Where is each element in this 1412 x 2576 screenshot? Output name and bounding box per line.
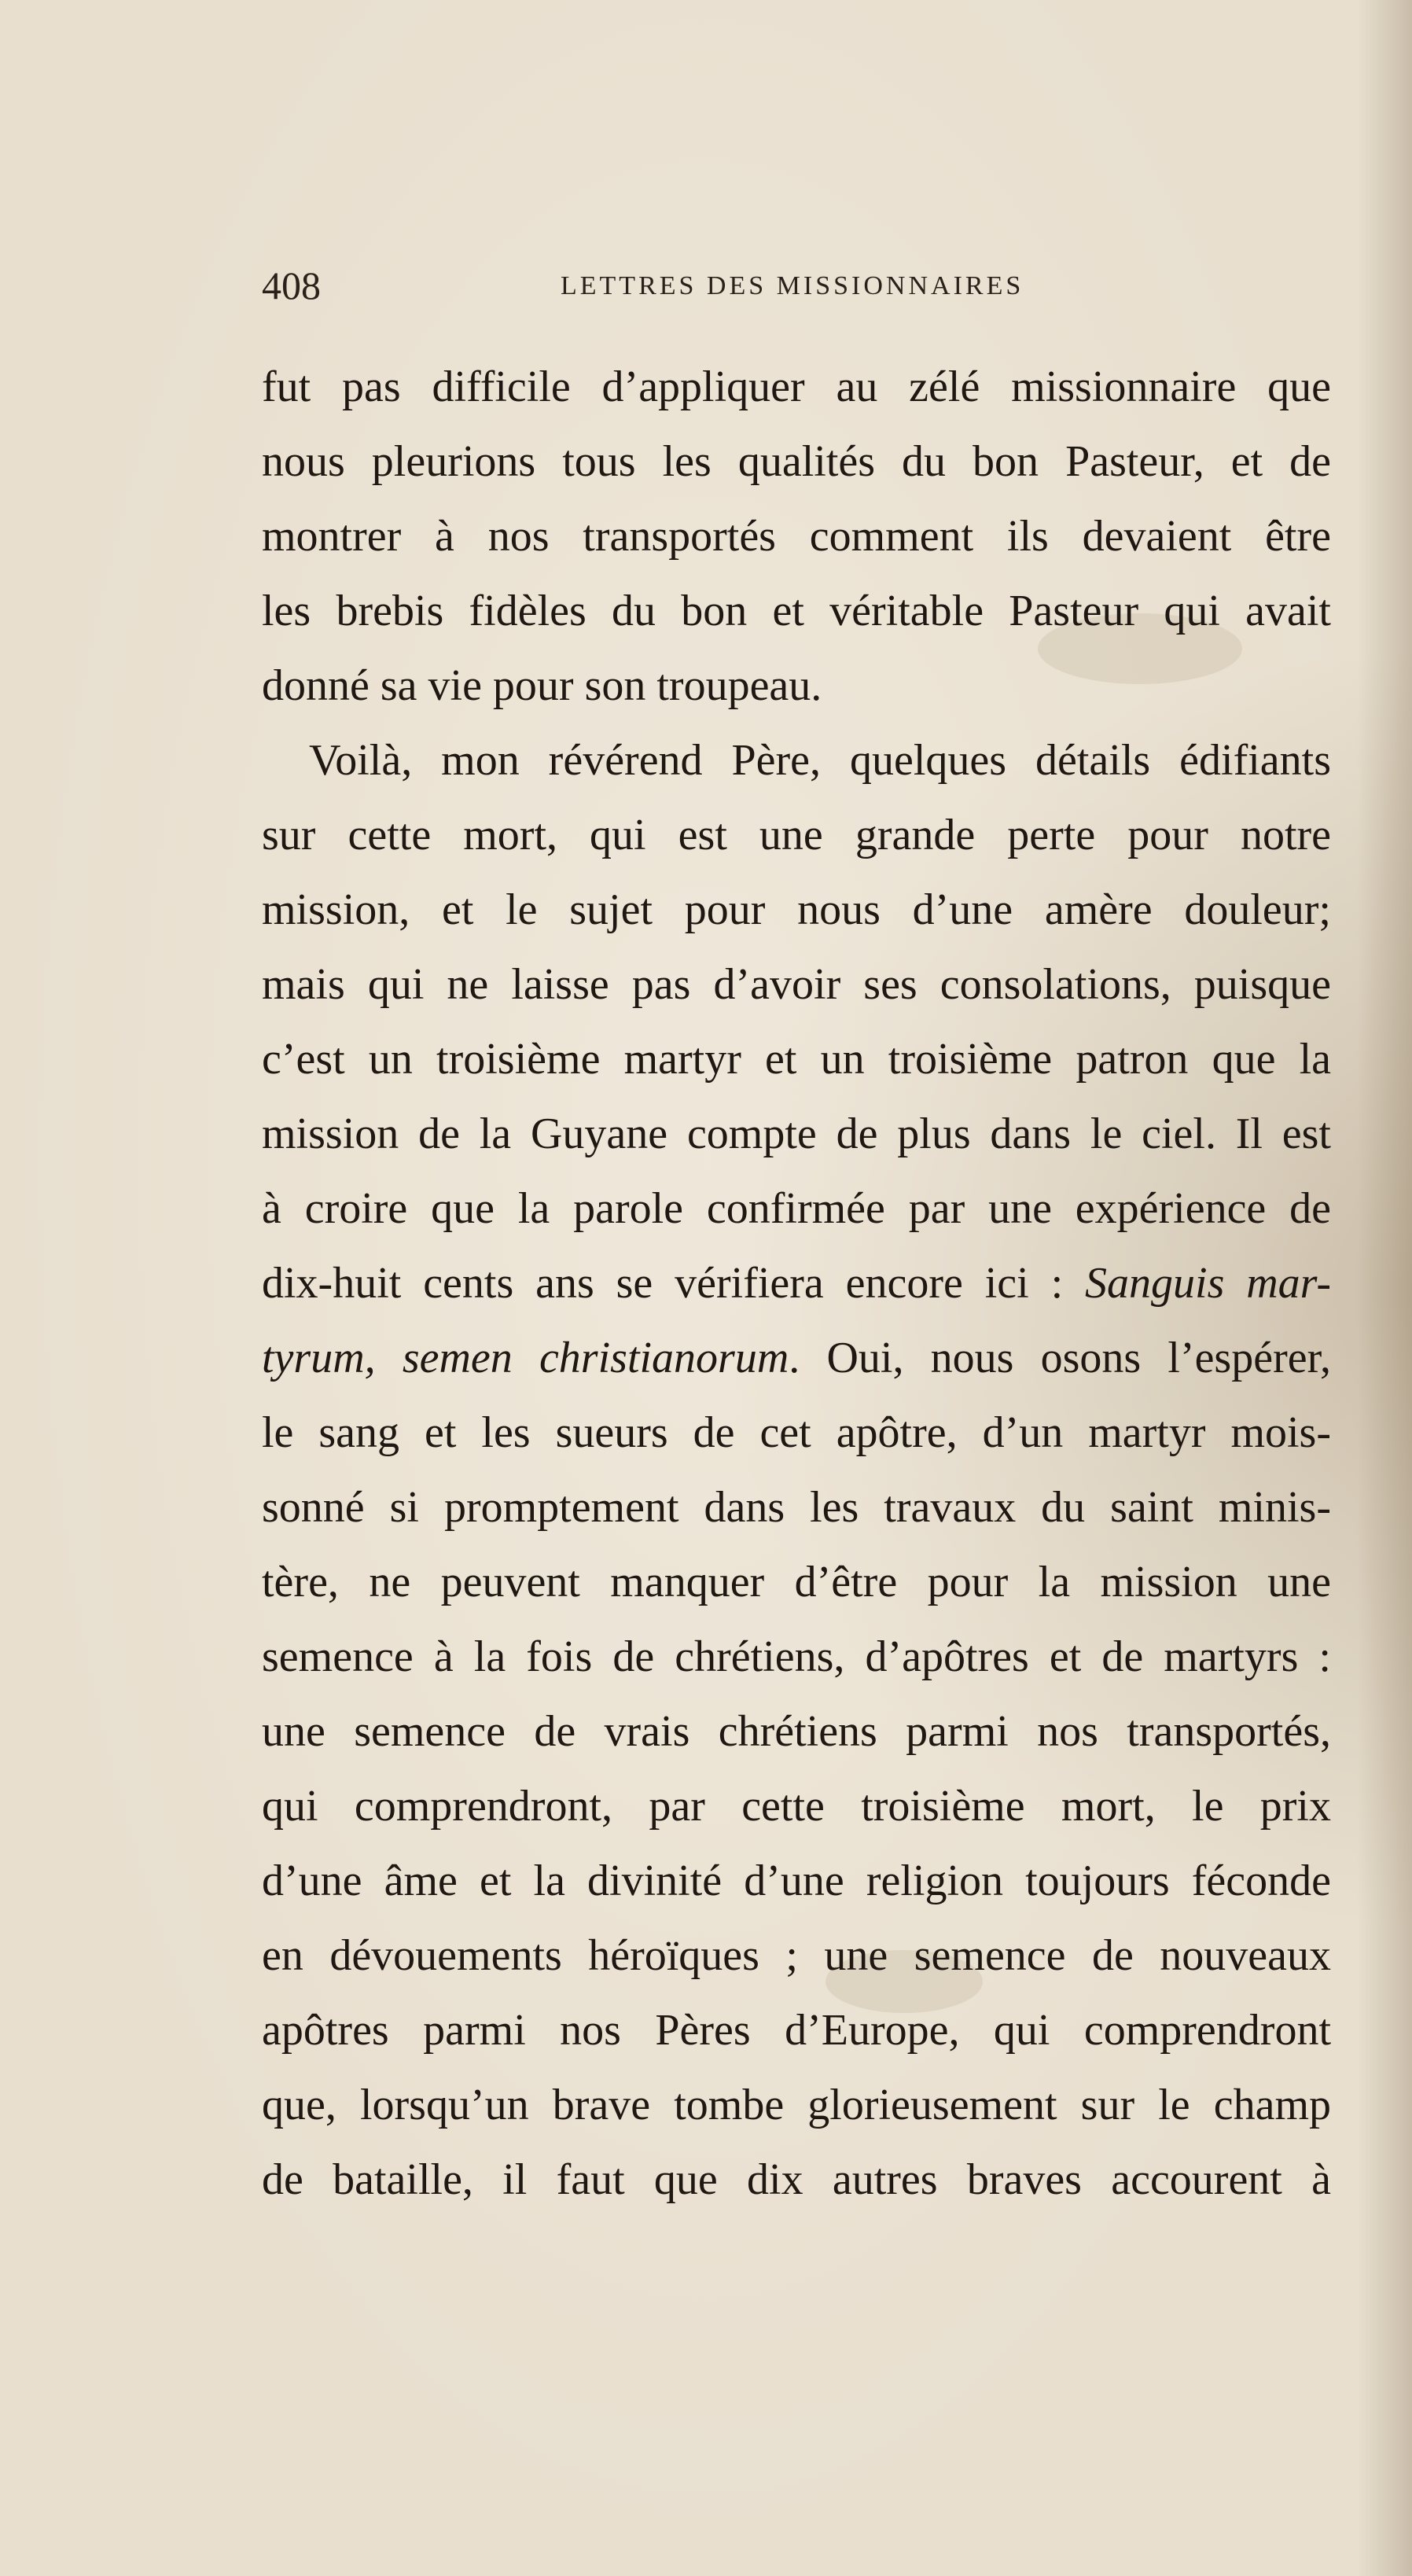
text-line: à croire que la parole confirmée par une expérience de — [262, 1184, 1331, 1233]
text-line: sur cette mort, qui est une grande perte pour notre — [262, 811, 1331, 859]
text-line: le sang et les sueurs de cet apôtre, d’un martyr mois- — [262, 1408, 1331, 1457]
body-text — [262, 350, 1331, 2217]
latin-quote: tyrum, semen christianorum — [262, 1334, 789, 1382]
running-title: LETTRES DES MISSIONNAIRES — [561, 271, 1024, 300]
text-line: que, lorsqu’un brave tombe glorieusement sur le champ — [262, 2081, 1331, 2129]
text-line: montrer à nos transportés comment ils devaient être — [262, 512, 1331, 561]
text-line: mission, et le sujet pour nous d’une amère douleur; — [262, 885, 1331, 934]
text-line: qui comprendront, par cette troisième mort, le prix — [262, 1782, 1331, 1831]
text-line — [262, 1321, 1331, 1396]
text-line: d’une âme et la divinité d’une religion toujours féconde — [262, 1857, 1331, 1905]
text-line — [262, 1246, 1331, 1321]
roman-text: dix-huit cents ans se vérifiera encore ici : — [262, 1259, 1086, 1308]
text-line: sonné si promptement dans les travaux du saint minis- — [262, 1483, 1331, 1532]
latin-quote: Sanguis mar- — [1085, 1259, 1331, 1308]
running-head — [262, 262, 1331, 309]
page-gutter-shadow — [1357, 0, 1412, 2576]
text-line: apôtres parmi nos Pères d’Europe, qui comprendront — [262, 2006, 1331, 2055]
text-line: mais qui ne laisse pas d’avoir ses consolations, puisque — [262, 960, 1331, 1009]
text-line: c’est un troisième martyr et un troisième patron que la — [262, 1035, 1331, 1084]
roman-text: . Oui, nous osons l’espérer, — [789, 1334, 1331, 1382]
text-line: nous pleurions tous les qualités du bon Pasteur, et de — [262, 437, 1331, 486]
text-line: une semence de vrais chrétiens parmi nos transportés, — [262, 1707, 1331, 1756]
text-line: mission de la Guyane compte de plus dans le ciel. Il est — [262, 1110, 1331, 1158]
paragraph-start-line: Voilà, mon révérend Père, quelques détails édifiants — [309, 736, 1331, 785]
text-line: en dévouements héroïques ; une semence de nouveaux — [262, 1931, 1331, 1980]
text-line: semence à la fois de chrétiens, d’apôtres et de martyrs : — [262, 1632, 1331, 1681]
text-line: donné sa vie pour son troupeau. — [262, 661, 822, 710]
text-line: de bataille, il faut que dix autres braves accourent à — [262, 2155, 1331, 2204]
text-line: fut pas difficile d’appliquer au zélé missionnaire que — [262, 362, 1331, 411]
page-number: 408 — [262, 263, 321, 307]
text-line: les brebis fidèles du bon et véritable Pasteur qui avait — [262, 587, 1331, 635]
text-line: tère, ne peuvent manquer d’être pour la mission une — [262, 1558, 1331, 1606]
